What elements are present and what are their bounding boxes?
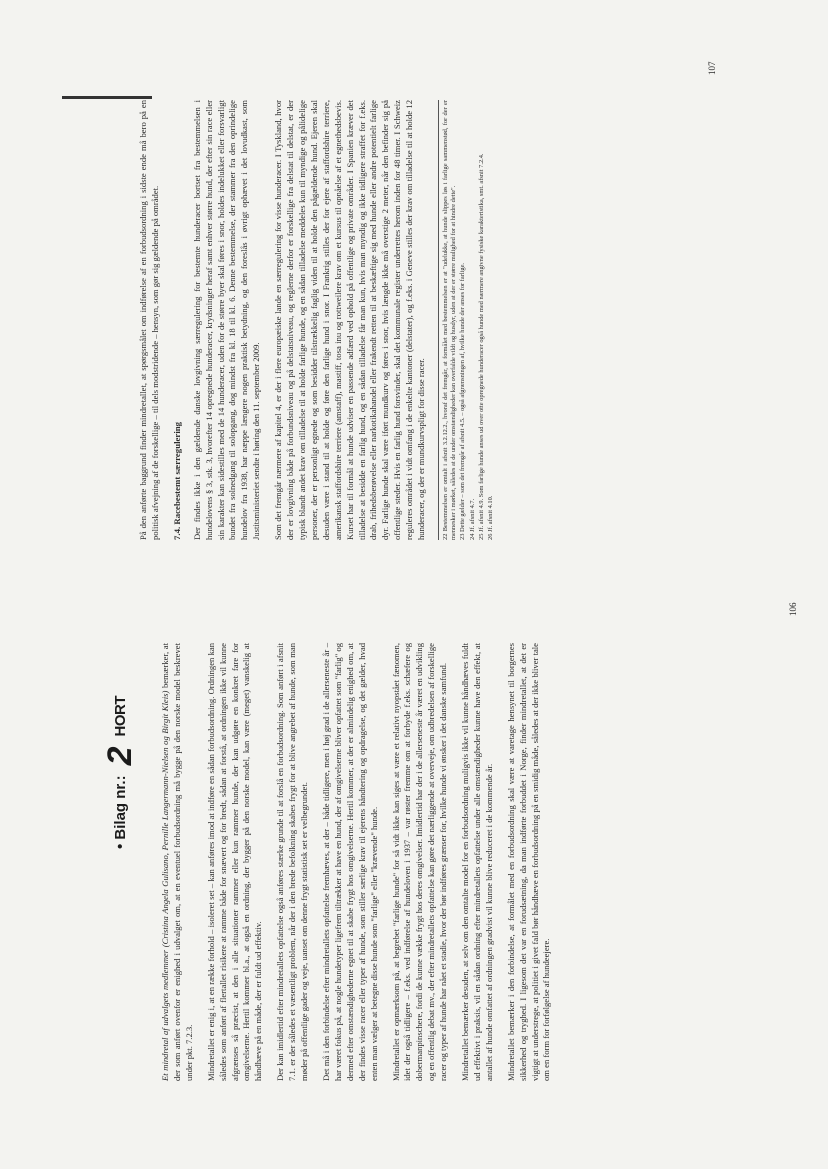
paragraph-italic-lead: Et mindretal af udvalgets medlemmer (Cristina Angela Gulisano, Pernille Langermann-Nielsen og Birgit Kleis) (160, 690, 170, 1081)
paragraph: Mindretallet er opmærksom på, at begrebet "farlige hunde" for så vidt ikke kan siges at være et relativt nyopstået fænomen, idet der også tidligere – f.eks. ved indførelse af hundeloven i 1937 – var røster fremme om at forbyde f.eks. schæfere og dobermanpinschere, fordi de kunne vække frygt hos deres omgivelser. Imidlertid har der i de allerseneste år været en udvikling og en offentlig debat mv., der efter mindretallets opfattelse kan gøre det nærliggende at overveje, om udbredelsen af forskellige racer og typer af hunde har nået et stadie, hvor der bør indføres grænser for, hvilke hunde vi ønsker i det danske samfund. (390, 643, 449, 1081)
bilag-number: 2 (100, 746, 139, 766)
hort-logo: HORT (111, 695, 129, 737)
section-heading: 7.4. Racebestemt særregulering (171, 421, 182, 540)
paragraph: Det må i den forbindelse efter mindretallets opfattelse fremhæves, at der – både tidligere, men i høj grad i de allerseneste år – har været fokus på, at nogle hundetyper ligefrem tiltrækker at have en hund, der af omgivelserne bliver opfattet som "farlig" og dermed efter omstændighederne egnet til at skabe frygt hos omgivelserne. Hertil kommer, at der er almindelig enighed om, at der findes visse racer eller typer af hunde, som stiller særlige krav til ejerens håndtering og opdragelse, og det gælder, hvad enten man vælger at betegne disse hunde som "farlige" eller "krævende" hunde. (320, 643, 379, 1081)
footnote: 24 Jf. afsnit 4.7. (468, 498, 476, 540)
left-text-column (160, 643, 563, 1081)
footnotes (438, 100, 495, 540)
paragraph: Der kan imidlertid efter mindretallets opfattelse også anføres stærke grunde til at forslå en forbudsordning. Som anført i afsnit 7.1. er der således et væsentligt problem, når der i den brede befolkning skabes frygt for at blive angrebet af hunde, som man møder på offentlige gader og veje, uanset om denne frygt statistisk set er velbegrundet. (275, 643, 310, 1081)
margin-rule (62, 96, 152, 99)
page-number: 107 (707, 61, 717, 75)
paragraph: Mindretallet er enig i, at en række forhold – isoleret set – kan anføres imod at indføre en sådan forbudsordning. Ordningen kan således som anført af flertallet risikere at ramme både for snævert og for bredt, sådan at forstå, at ordningen ikke vil kunne afgrænses så præcist, at den i alle situationer rammer eller kun rammer hunde, der kan udgøre en konkret fare for omgivelserne. Hertil kommer bl.a., at også en ordning, der bygger på den norske model, kan være (meget) vanskelig at håndhæve på en måde, der er fuldt ud effektiv. (205, 643, 264, 1081)
page-number: 106 (788, 602, 798, 616)
paragraph: Mindretallet bemærker i den forbindelse, at formålet med en forbudsordning skal være at varetage hensynet til borgernes sikkerhed og tryghed. I ligesom det var en forudsætning, da man indførte forbuddet i Norge, finder mindretallet, at det er vigtigt at understrege, at politiet i givet fald bør håndhæve en forbudsordning på en smidig måde, således at der ikke bliver tale om en form for forfølgelse af hundeejere. (505, 643, 552, 1081)
right-text-column (138, 100, 496, 540)
paragraph (160, 643, 196, 1081)
paragraph: Der findes ikke i den gældende danske lovgivning særregulering for bestemte hunderacer bortset fra bestemmelsen i hundelovens § 3, stk. 3, hvorefter 14 opregnede hunderacer, krydsninger heraf samt enhver større hund, der efter sin race eller sin karakter kan sidestilles med de 14 hunderacer, uden for de større byer skal føres i snor, holdes indelukket eller forsvarligt bundet fra solnedgang til solopgang, dog mindst fra kl. 18 til kl. 6. Denne bestemmelse, der stammer fra den oprindelige hundelov fra 1938, har næppe længere nogen praktisk betydning, og den foreslås i øvrigt ophævet i det lovudkast, som Justitsministeriet sendte i høring den 11. september 2009. (191, 100, 262, 540)
paragraph: Mindretallet bemærker desuden, at selv om den omtalte model for en forbudsordning muligvis ikke vil kunne håndhæves fuldt ud effektivt i praksis, vil en sådan ordning efter mindretallets opfattelse under alle omstændigheder kunne have den effekt, at antallet af hunde omfattet af ordningen gradvist vil kunne blive reduceret i de kommende år. (460, 643, 494, 1081)
paragraph-text: bemærker, at der som anført ovenfor er enighed i udvalget om, at en eventuel forbudsordning må bygge på den norske model beskrevet under pkt. 7.2.3. (160, 643, 194, 1081)
bilag-label: • Bilag nr.: (111, 775, 129, 849)
footnote: 25 Jf. afsnit 4.9. Som farlige hunde anses ud over otte opregnede hunderacer også hunde med nærmere angivne fysiske karakteristika, smt. afsnit 7.2.4. (477, 153, 485, 540)
paragraph: Som det fremgår nærmere af kapitel 4, er der i flere europæiske lande en særregulering for visse hunderacer. I Tyskland, hvor der er lovgivning både på forbundsniveau og på delstatsniveau, og reglerne derfor er forskellige fra delstat til delstat, er der typisk blandt andet krav om tilladelse til at holde farlige hunde, og en sådan tilladelse meddeles kun til myndige og pålidelige personer, der er personligt egnede og som besidder tilstrækkelig faglig viden til at holde den pågældende hund. Ejeren skal desuden være i stand til at holde og føre den farlige hund i snor. I Frankrig stilles der for ejere af staffordshire terriere, amerikansk staffordshire terriere (amstaff), mastiff, tosa inu og rottweilere krav om et kursus til opnåelse af et egnethedsbevis. Kurset har til formål at hunde udviser en passende adfærd ved ophold på offentlige og private områder. I Spanien kræver det tilladelse at besidde en farlig hund, og en sådan tilladelse får man kun, hvis man myndig og ikke tidligere straffet for f.eks. drab, frihedsberøvelse eller narkotikahandel eller frakendt retten til at beskæftige sig med hunde eller andre potentielt farlige dyr. Farlige hunde skal være iført mundkurv og føres i snor, hvis længde ikke må overstige 2 meter, når den befinder sig på offentlige steder. Hvis en farlig hund forsvinder, skal det kommunale register underrettes herom inden for 48 timer. I Schweiz reguleres området i vidt omfang i de enkelte kantoner (delstater), og f.eks. i Geneve stilles der krav om tilladelse til at holde 12 hunderacer, og der er mundkurvspligt for disse racer. (273, 100, 427, 540)
footnote: 22 Bestemmelsen er omtalt i afsnit 3.2.12.2., hvoraf det fremgår, at formålet med bestemmelsen er at "udelukke, at hunde slippes løs i farlige sammenstød, for der er mennesker i mørket, således at de under omstændigheder kan overfalde vildt og husdyr, uden at der er større mulighed for at hindre dette". (441, 100, 458, 540)
left-page (0, 585, 828, 1169)
paragraph: På den anførte baggrund finder mindretallet, at spørgsmålet om indførelse af en forbudsordning i sidste ende må bero på en politisk afvejning af de forskellige – til dels modstridende – hensyn, som gør sig gældende på området. (138, 100, 160, 540)
footnote: 23 Dette gælder – som det fremgår af afsnit 4.5. – også afgrænsningen af, hvilke hunde der anses for farlige. (459, 262, 467, 540)
bilag-stamp (100, 609, 140, 849)
footnote: 26 Jf. afsnit 4.10. (486, 495, 494, 540)
